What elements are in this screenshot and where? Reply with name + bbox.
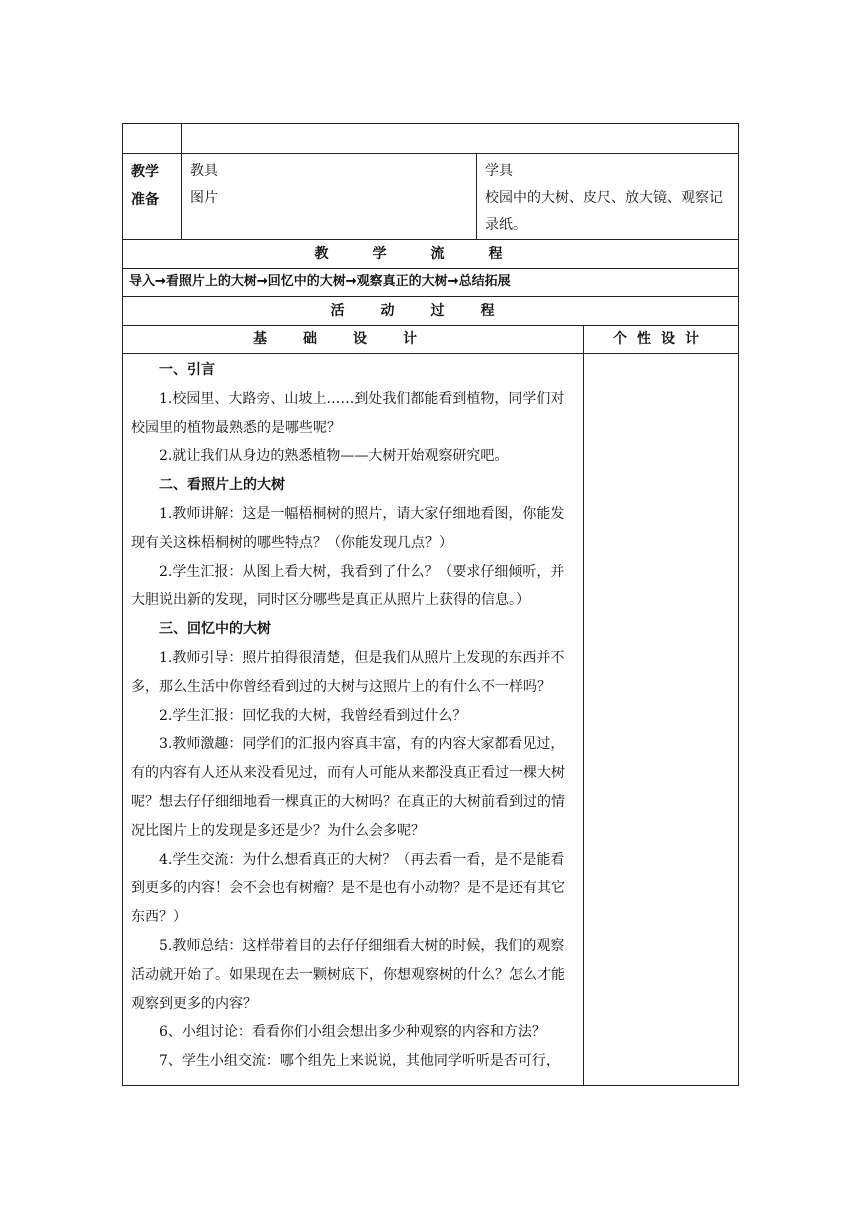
lesson-plan-page [122, 123, 738, 1086]
paragraph: 2.学生汇报：回忆我的大树，我曾经看到过什么？ [159, 707, 467, 724]
blank-row [123, 124, 739, 154]
personal-design-content [584, 354, 739, 1086]
blank-cell-right [182, 124, 739, 154]
basic-design-content [123, 354, 584, 1086]
student-tools-label: 学具 [485, 163, 513, 179]
prep-label-cell [123, 154, 182, 240]
design-heading-row [123, 326, 739, 354]
paragraph: 7、学生小组交流：哪个组先上来说说，其他同学听听是否可行， [159, 1053, 560, 1070]
activity-heading-row [123, 297, 739, 326]
paragraph: 1.教师引导：照片拍得很清楚，但是我们从照片上发现的东西并不多，那么生活中你曾经看到过的大树与这照片上的有什么不一样吗？ [131, 649, 565, 695]
student-tools-cell [477, 154, 739, 240]
paragraph: 3.教师激趣：同学们的汇报内容真丰富，有的内容大家都看见过，有的内容有人还从来没看见过，而有人可能从来都没真正看过一棵大树呢？想去仔仔细细地看一棵真正的大树吗？在真正的大树前看到过的情况比图片上的发现是多还是少？为什么会多呢？ [131, 736, 565, 839]
content-body [123, 354, 583, 1080]
paragraph: 2.就让我们从身边的熟悉植物——大树开始观察研究吧。 [159, 448, 509, 465]
activity-heading: 活动过程 [123, 297, 739, 326]
basic-design-heading: 基础设计 [123, 326, 584, 354]
section-heading: 三、回忆中的大树 [159, 621, 271, 638]
paragraph: 6、小组讨论：看看你们小组会想出多少种观察的内容和方法？ [159, 1024, 546, 1041]
content-row [123, 354, 739, 1086]
paragraph: 2.学生汇报：从图上看大树，我看到了什么？（要求仔细倾听，并大胆说出新的发现，同时区分哪些是真正从照片上获得的信息。） [131, 563, 565, 609]
flow-heading-row [123, 240, 739, 269]
teacher-tools-cell [182, 154, 477, 240]
teacher-tools-value: 图片 [190, 190, 218, 206]
section-heading: 二、看照片上的大树 [159, 477, 285, 494]
paragraph: 5.教师总结：这样带着目的去仔仔细细看大树的时候，我们的观察活动就开始了。如果现在去一颗树底下，你想观察树的什么？怎么才能观察到更多的内容？ [131, 937, 565, 1012]
flow-row [123, 269, 739, 297]
flow-heading: 教学流程 [123, 240, 739, 269]
lesson-plan-table [122, 123, 739, 1086]
teacher-tools-label: 教具 [190, 163, 218, 179]
prep-row [123, 154, 739, 240]
prep-label-line2: 准备 [131, 192, 159, 208]
paragraph: 4.学生交流：为什么想看真正的大树？（再去看一看，是不是能看到更多的内容！会不会也有树瘤？是不是也有小动物？是不是还有其它东西？） [131, 851, 565, 926]
paragraph: 1.校园里、大路旁、山坡上……到处我们都能看到植物，同学们对校园里的植物最熟悉的是哪些呢？ [131, 390, 565, 436]
prep-label-line1: 教学 [131, 164, 159, 180]
personal-design-heading: 个性设计 [584, 326, 739, 354]
paragraph: 1.教师讲解：这是一幅梧桐树的照片，请大家仔细地看图，你能发现有关这株梧桐树的哪些特点？（你能发现几点？） [131, 505, 565, 551]
section-heading: 一、引言 [159, 362, 215, 378]
student-tools-value: 校园中的大树、皮尺、放大镜、观察记录纸。 [485, 190, 723, 233]
flow-text: 导入➞看照片上的大树➞回忆中的大树➞观察真正的大树➞总结拓展 [123, 269, 739, 297]
blank-cell-left [123, 124, 182, 154]
